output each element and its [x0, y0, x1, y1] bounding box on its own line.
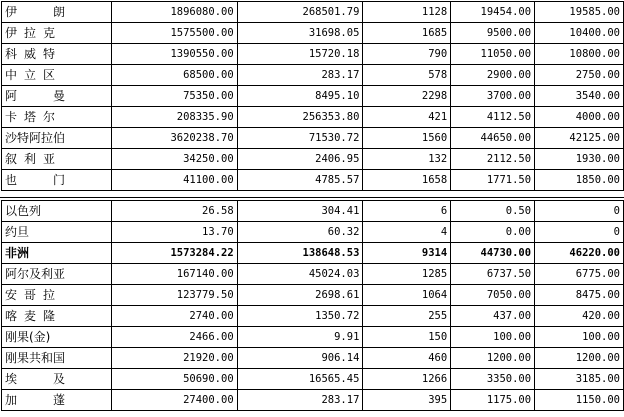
value-cell-c3[interactable]: 2298: [363, 86, 451, 107]
value-cell-c5[interactable]: 420.00: [535, 306, 624, 327]
value-cell-c2[interactable]: 31698.05: [237, 23, 363, 44]
table-row: [2, 327, 624, 348]
value-cell-c4[interactable]: 9500.00: [451, 23, 535, 44]
value-cell-c5[interactable]: 1850.00: [535, 170, 624, 191]
region-name-cell[interactable]: 沙特阿拉伯: [2, 128, 112, 149]
value-cell-c4[interactable]: 44650.00: [451, 128, 535, 149]
value-cell-c1[interactable]: 27400.00: [111, 390, 237, 411]
value-cell-c1[interactable]: 68500.00: [111, 65, 237, 86]
table-row: [2, 369, 624, 390]
value-cell-c5[interactable]: 19585.00: [535, 2, 624, 23]
value-cell-c3[interactable]: 9314: [363, 243, 451, 264]
value-cell-c1[interactable]: 1575500.00: [111, 23, 237, 44]
table-row: [2, 243, 624, 264]
value-cell-c3[interactable]: 1128: [363, 2, 451, 23]
table-row: [2, 170, 624, 191]
table-row: [2, 107, 624, 128]
region-name-cell[interactable]: 约旦: [2, 222, 112, 243]
value-cell-c1[interactable]: 34250.00: [111, 149, 237, 170]
value-cell-c1[interactable]: 1896080.00: [111, 2, 237, 23]
value-cell-c2[interactable]: 906.14: [237, 348, 363, 369]
value-cell-c5[interactable]: 1200.00: [535, 348, 624, 369]
value-cell-c1[interactable]: 50690.00: [111, 369, 237, 390]
value-cell-c5[interactable]: 0: [535, 201, 624, 222]
value-cell-c2[interactable]: 1350.72: [237, 306, 363, 327]
value-cell-c4[interactable]: 2900.00: [451, 65, 535, 86]
value-cell-c5[interactable]: 0: [535, 222, 624, 243]
value-cell-c2[interactable]: 283.17: [237, 65, 363, 86]
table-row: [2, 23, 624, 44]
value-cell-c2[interactable]: 16565.45: [237, 369, 363, 390]
table-row: [2, 348, 624, 369]
value-cell-c1[interactable]: 167140.00: [111, 264, 237, 285]
value-cell-c4[interactable]: 1200.00: [451, 348, 535, 369]
table-row: [2, 65, 624, 86]
value-cell-c2[interactable]: 45024.03: [237, 264, 363, 285]
region-name-cell[interactable]: 以色列: [2, 201, 112, 222]
region-name-cell[interactable]: 非洲: [2, 243, 112, 264]
value-cell-c5[interactable]: 46220.00: [535, 243, 624, 264]
region-name-cell[interactable]: 阿尔及利亚: [2, 264, 112, 285]
value-cell-c4[interactable]: 3700.00: [451, 86, 535, 107]
value-cell-c3[interactable]: 6: [363, 201, 451, 222]
value-cell-c2[interactable]: 60.32: [237, 222, 363, 243]
value-cell-c3[interactable]: 1560: [363, 128, 451, 149]
value-cell-c3[interactable]: 4: [363, 222, 451, 243]
value-cell-c1[interactable]: 26.58: [111, 201, 237, 222]
region-name-cell[interactable]: 喀麦隆: [2, 306, 112, 327]
value-cell-c1[interactable]: 1390550.00: [111, 44, 237, 65]
region-name-cell[interactable]: 叙利亚: [2, 149, 112, 170]
table-divider: [0, 197, 624, 198]
value-cell-c4[interactable]: 1771.50: [451, 170, 535, 191]
value-cell-c3[interactable]: 1658: [363, 170, 451, 191]
value-cell-c2[interactable]: 2698.61: [237, 285, 363, 306]
value-cell-c1[interactable]: 1573284.22: [111, 243, 237, 264]
value-cell-c2[interactable]: 71530.72: [237, 128, 363, 149]
value-cell-c2[interactable]: 4785.57: [237, 170, 363, 191]
value-cell-c4[interactable]: 0.00: [451, 222, 535, 243]
value-cell-c2[interactable]: 2406.95: [237, 149, 363, 170]
value-cell-c2[interactable]: 256353.80: [237, 107, 363, 128]
value-cell-c4[interactable]: 1175.00: [451, 390, 535, 411]
table-row: [2, 149, 624, 170]
value-cell-c1[interactable]: 75350.00: [111, 86, 237, 107]
region-name-cell[interactable]: 加 蓬: [2, 390, 112, 411]
value-cell-c3[interactable]: 395: [363, 390, 451, 411]
table-row: [2, 128, 624, 149]
table-row: [2, 2, 624, 23]
region-name-cell[interactable]: 阿 曼: [2, 86, 112, 107]
value-cell-c1[interactable]: 3620238.70: [111, 128, 237, 149]
value-cell-c1[interactable]: 13.70: [111, 222, 237, 243]
value-cell-c2[interactable]: 9.91: [237, 327, 363, 348]
value-cell-c4[interactable]: 437.00: [451, 306, 535, 327]
value-cell-c3[interactable]: 150: [363, 327, 451, 348]
value-cell-c5[interactable]: 100.00: [535, 327, 624, 348]
value-cell-c4[interactable]: 2112.50: [451, 149, 535, 170]
value-cell-c3[interactable]: 578: [363, 65, 451, 86]
value-cell-c2[interactable]: 138648.53: [237, 243, 363, 264]
table-row: [2, 222, 624, 243]
table-row: [2, 285, 624, 306]
region-name-cell[interactable]: 安哥拉: [2, 285, 112, 306]
region-name-cell[interactable]: 科威特: [2, 44, 112, 65]
region-name-cell[interactable]: 也 门: [2, 170, 112, 191]
value-cell-c3[interactable]: 255: [363, 306, 451, 327]
value-cell-c5[interactable]: 4000.00: [535, 107, 624, 128]
value-cell-c4[interactable]: 4112.50: [451, 107, 535, 128]
region-name-cell[interactable]: 伊 朗: [2, 2, 112, 23]
value-cell-c1[interactable]: 123779.50: [111, 285, 237, 306]
value-cell-c1[interactable]: 41100.00: [111, 170, 237, 191]
value-cell-c3[interactable]: 1285: [363, 264, 451, 285]
value-cell-c2[interactable]: 268501.79: [237, 2, 363, 23]
region-name-cell[interactable]: 卡塔尔: [2, 107, 112, 128]
data-table-top: [1, 1, 624, 191]
value-cell-c5[interactable]: 8475.00: [535, 285, 624, 306]
value-cell-c4[interactable]: 6737.50: [451, 264, 535, 285]
region-name-cell[interactable]: 埃 及: [2, 369, 112, 390]
value-cell-c5[interactable]: 3185.00: [535, 369, 624, 390]
value-cell-c5[interactable]: 42125.00: [535, 128, 624, 149]
region-name-cell[interactable]: 刚果(金): [2, 327, 112, 348]
value-cell-c3[interactable]: 1064: [363, 285, 451, 306]
value-cell-c2[interactable]: 8495.10: [237, 86, 363, 107]
region-name-cell[interactable]: 刚果共和国: [2, 348, 112, 369]
value-cell-c5[interactable]: 10800.00: [535, 44, 624, 65]
value-cell-c4[interactable]: 44730.00: [451, 243, 535, 264]
value-cell-c4[interactable]: 100.00: [451, 327, 535, 348]
value-cell-c1[interactable]: 2466.00: [111, 327, 237, 348]
value-cell-c5[interactable]: 2750.00: [535, 65, 624, 86]
value-cell-c1[interactable]: 2740.00: [111, 306, 237, 327]
value-cell-c4[interactable]: 7050.00: [451, 285, 535, 306]
value-cell-c5[interactable]: 3540.00: [535, 86, 624, 107]
value-cell-c5[interactable]: 6775.00: [535, 264, 624, 285]
value-cell-c3[interactable]: 132: [363, 149, 451, 170]
value-cell-c4[interactable]: 3350.00: [451, 369, 535, 390]
data-table-bottom: [1, 200, 624, 411]
value-cell-c2[interactable]: 15720.18: [237, 44, 363, 65]
region-name-cell[interactable]: 中立区: [2, 65, 112, 86]
value-cell-c4[interactable]: 0.50: [451, 201, 535, 222]
value-cell-c2[interactable]: 304.41: [237, 201, 363, 222]
value-cell-c3[interactable]: 1685: [363, 23, 451, 44]
table-row: [2, 390, 624, 411]
table-row: [2, 86, 624, 107]
value-cell-c5[interactable]: 10400.00: [535, 23, 624, 44]
table-row: [2, 264, 624, 285]
region-name-cell[interactable]: 伊拉克: [2, 23, 112, 44]
value-cell-c1[interactable]: 21920.00: [111, 348, 237, 369]
table-row: [2, 44, 624, 65]
value-cell-c5[interactable]: 1150.00: [535, 390, 624, 411]
value-cell-c3[interactable]: 421: [363, 107, 451, 128]
value-cell-c3[interactable]: 790: [363, 44, 451, 65]
value-cell-c4[interactable]: 19454.00: [451, 2, 535, 23]
table-row: [2, 306, 624, 327]
table-row: [2, 201, 624, 222]
value-cell-c3[interactable]: 460: [363, 348, 451, 369]
value-cell-c2[interactable]: 283.17: [237, 390, 363, 411]
value-cell-c5[interactable]: 1930.00: [535, 149, 624, 170]
value-cell-c4[interactable]: 11050.00: [451, 44, 535, 65]
value-cell-c3[interactable]: 1266: [363, 369, 451, 390]
value-cell-c1[interactable]: 208335.90: [111, 107, 237, 128]
